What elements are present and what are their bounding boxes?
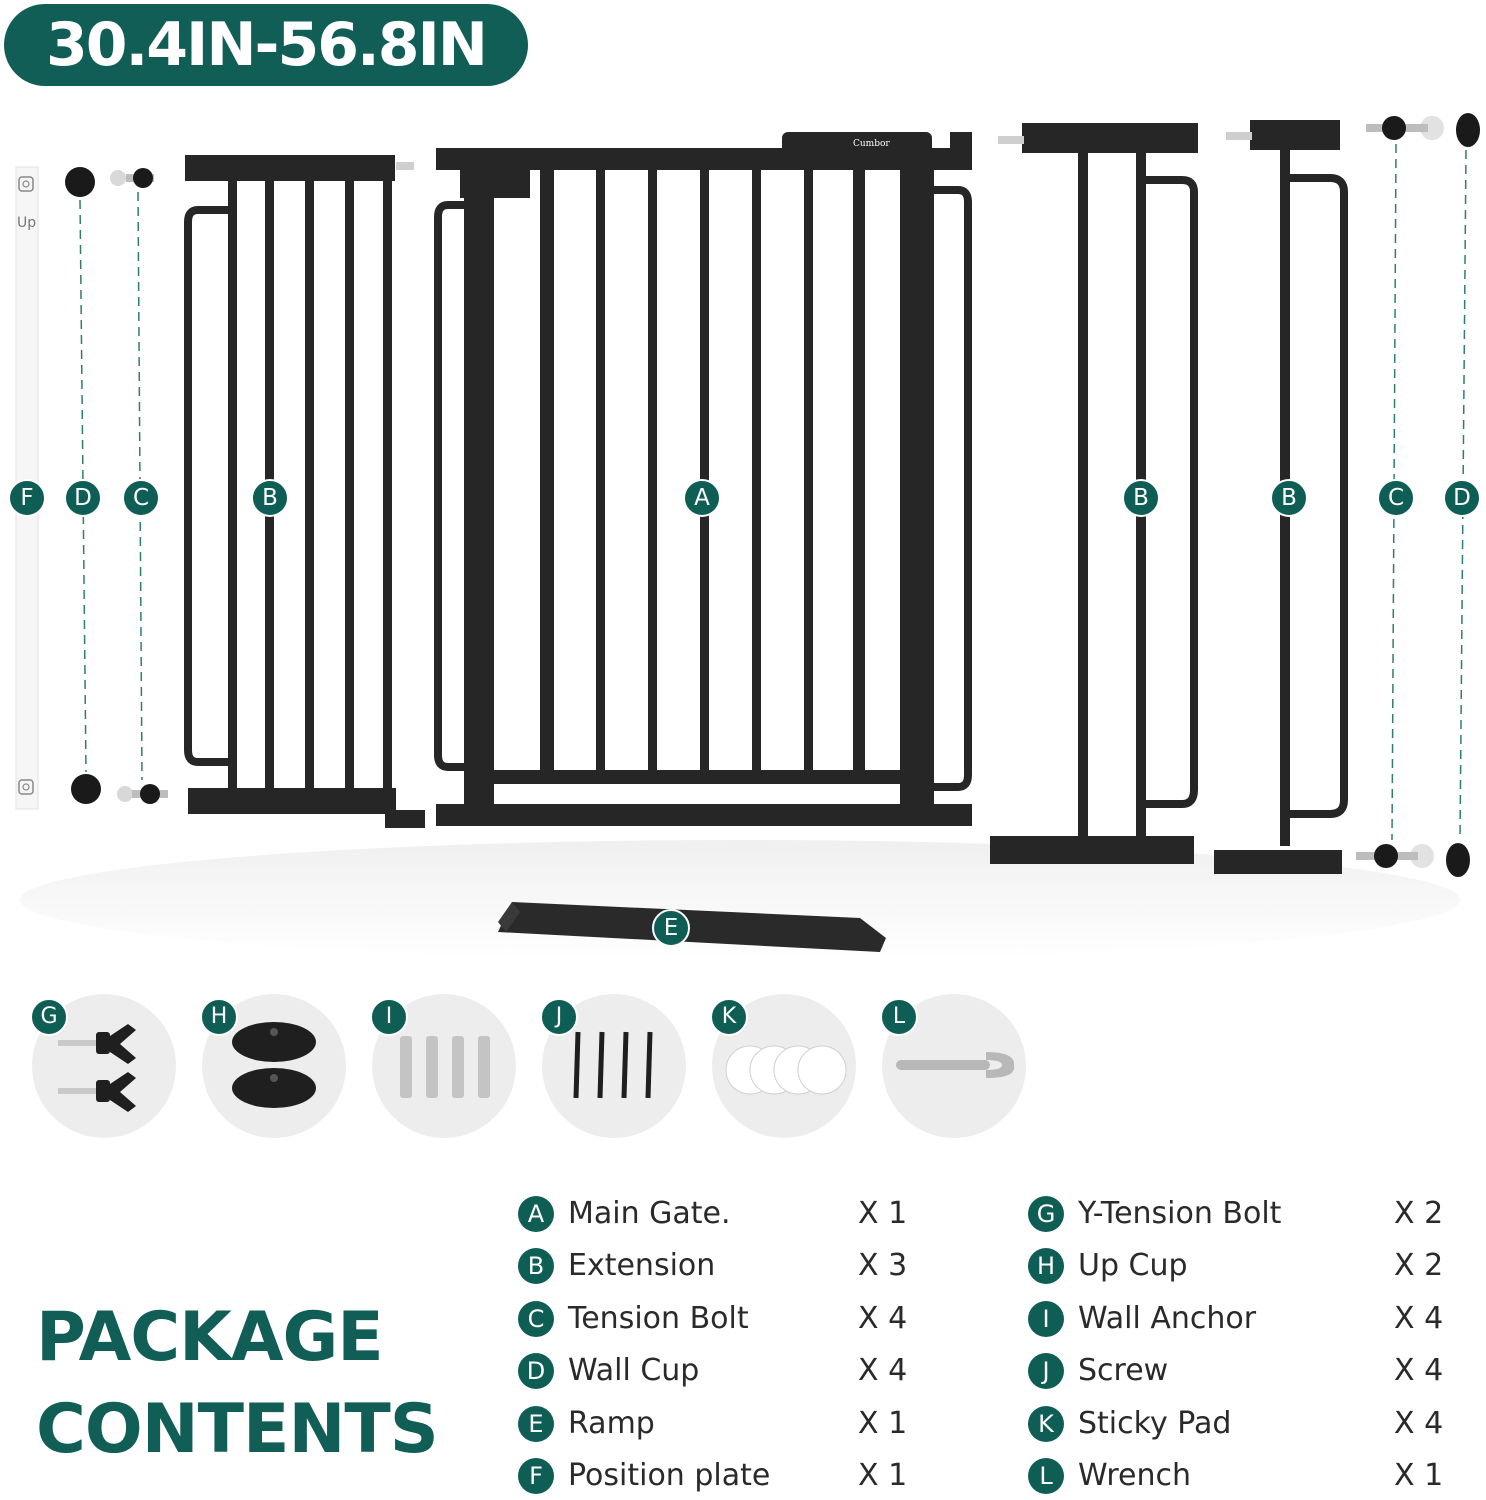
item-quantity: X 1 (1394, 1458, 1444, 1493)
item-name: Tension Bolt (568, 1301, 749, 1336)
label-badge-d-right: D (1443, 479, 1481, 517)
brand-text: Cumbor (853, 139, 890, 149)
label-badge-a: A (683, 479, 721, 517)
part-y-tension-bolt (32, 994, 176, 1138)
item-name: Wall Anchor (1078, 1301, 1257, 1336)
item-name: Screw (1078, 1353, 1169, 1388)
part-badge-h: H (200, 998, 238, 1036)
item-name: Main Gate. (568, 1196, 731, 1231)
item-letter-badge: F (518, 1458, 554, 1494)
package-contents-title (36, 1292, 438, 1476)
part-badge-i: I (370, 998, 408, 1036)
item-letter-badge: J (1028, 1353, 1064, 1389)
item-letter-badge: C (518, 1301, 554, 1337)
extension-left (185, 155, 425, 828)
item-name: Wrench (1078, 1458, 1191, 1493)
item-name: Position plate (568, 1458, 771, 1493)
size-range-badge: 30.4IN-56.8IN (4, 4, 528, 86)
item-name: Up Cup (1078, 1248, 1188, 1283)
extension-middle (990, 123, 1198, 864)
part-wall-anchor (372, 994, 516, 1138)
item-letter-badge: H (1028, 1248, 1064, 1284)
item-quantity: X 4 (1394, 1353, 1444, 1388)
part-wrench (882, 994, 1026, 1138)
item-quantity: X 2 (1394, 1248, 1444, 1283)
item-letter-badge: G (1028, 1196, 1064, 1232)
label-badge-f: F (8, 479, 46, 517)
item-name: Y-Tension Bolt (1078, 1196, 1282, 1231)
item-quantity: X 4 (858, 1301, 908, 1336)
label-badge-b-left: B (251, 479, 289, 517)
label-badge-e: E (652, 909, 690, 947)
item-letter-badge: K (1028, 1406, 1064, 1442)
position-plate-up-text: Up (17, 215, 37, 231)
item-name: Wall Cup (568, 1353, 700, 1388)
label-badge-d-left: D (64, 479, 102, 517)
part-sticky-pad (712, 994, 856, 1138)
part-up-cup (202, 994, 346, 1138)
item-letter-badge: L (1028, 1458, 1064, 1494)
item-name: Ramp (568, 1406, 655, 1441)
item-quantity: X 2 (1394, 1196, 1444, 1231)
item-quantity: X 1 (858, 1196, 908, 1231)
label-badge-c-right: C (1377, 479, 1415, 517)
item-letter-badge: A (518, 1196, 554, 1232)
item-letter-badge: D (518, 1353, 554, 1389)
item-quantity: X 4 (1394, 1301, 1444, 1336)
label-badge-b-middle: B (1122, 479, 1160, 517)
item-letter-badge: B (518, 1248, 554, 1284)
exploded-gate-diagram (0, 110, 1486, 990)
label-badge-c-left: C (122, 479, 160, 517)
item-letter-badge: I (1028, 1301, 1064, 1337)
item-quantity: X 3 (858, 1248, 908, 1283)
part-screw (542, 994, 686, 1138)
item-quantity: X 4 (858, 1353, 908, 1388)
part-badge-j: J (540, 998, 578, 1036)
item-name: Sticky Pad (1078, 1406, 1232, 1441)
package-title-line1: PACKAGE (36, 1298, 383, 1377)
item-letter-badge: E (518, 1406, 554, 1442)
item-quantity: X 1 (858, 1458, 908, 1493)
label-badge-b-right: B (1270, 479, 1308, 517)
item-name: Extension (568, 1248, 716, 1283)
part-badge-l: L (880, 998, 918, 1036)
package-title-line2: CONTENTS (36, 1390, 438, 1469)
item-quantity: X 4 (1394, 1406, 1444, 1441)
gate-illustration (0, 110, 1486, 990)
part-badge-k: K (710, 998, 748, 1036)
part-badge-g: G (30, 998, 68, 1036)
item-quantity: X 1 (858, 1406, 908, 1441)
